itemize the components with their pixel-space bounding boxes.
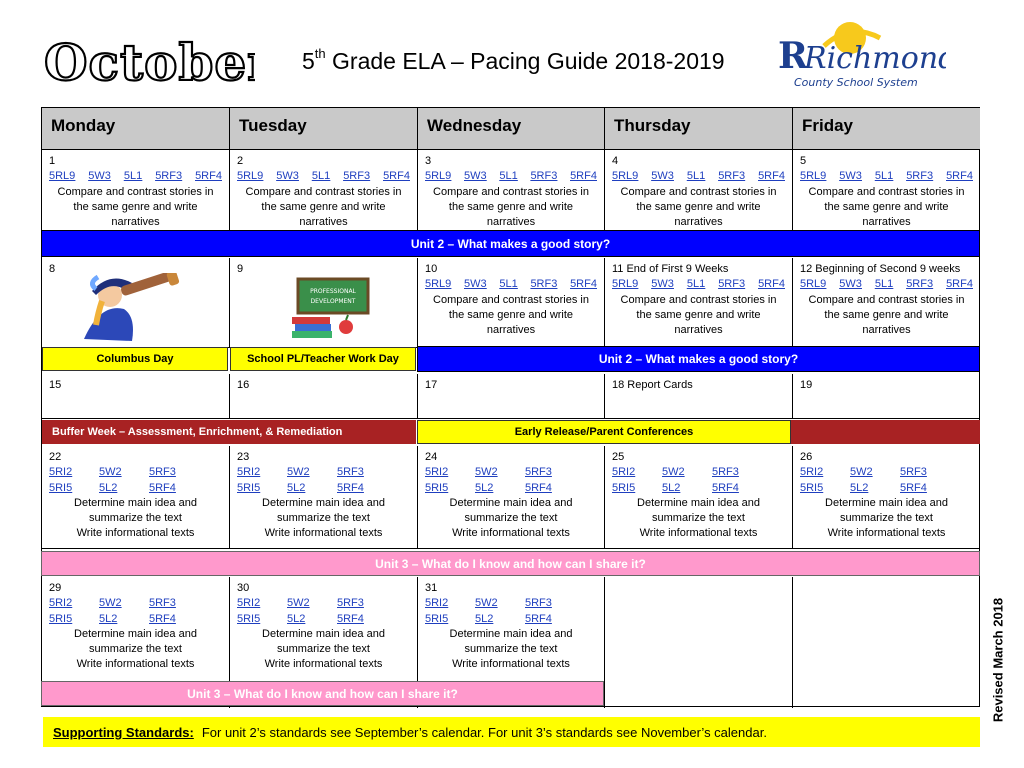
standard-link[interactable]: 5L2: [475, 481, 494, 494]
revised-note: [986, 590, 1010, 730]
standard-link[interactable]: 5RF3: [712, 466, 739, 479]
standards-list: [425, 596, 597, 611]
standard-link[interactable]: 5RF3: [718, 170, 746, 183]
day-number: 22: [49, 451, 62, 463]
day-number: 9: [237, 263, 244, 275]
standard-link[interactable]: 5RF3: [155, 170, 183, 183]
standard-link[interactable]: 5W2: [99, 466, 122, 479]
buffer-week-band-friday: [791, 420, 980, 444]
standard-link[interactable]: 5RF3: [525, 466, 552, 479]
standard-link[interactable]: 5L2: [99, 612, 118, 625]
day-description: summarize the text: [89, 512, 182, 525]
standards-list: [425, 169, 597, 184]
day-number: 2: [237, 155, 244, 167]
day-description: Write informational texts: [827, 527, 946, 540]
header-thursday: Thursday: [605, 108, 793, 150]
day-cell-empty: [605, 577, 793, 708]
standard-link[interactable]: 5RF4: [525, 612, 552, 625]
day-cell-2: [230, 150, 418, 231]
day-number: 10: [425, 263, 438, 275]
day-number: 16: [237, 379, 250, 391]
standard-link[interactable]: 5RI5: [612, 481, 636, 494]
standard-link[interactable]: 5RI5: [237, 481, 261, 494]
standard-link[interactable]: 5RF4: [525, 481, 552, 494]
professional-development-clipart: [290, 277, 370, 341]
day-number: 15: [49, 379, 62, 391]
day-description: Determine main idea and: [825, 496, 948, 509]
standards-list: [800, 169, 973, 184]
standard-link[interactable]: 5RF4: [946, 278, 973, 291]
standards-list: [800, 277, 973, 292]
standard-link[interactable]: 5RL9: [237, 170, 264, 183]
day-description: summarize the text: [89, 643, 182, 656]
day-description: Write informational texts: [639, 527, 758, 540]
standards-list: [800, 465, 973, 480]
standards-list: [425, 465, 597, 480]
month-title: [40, 28, 255, 98]
standard-link[interactable]: 5RF3: [343, 170, 371, 183]
day-number: 31: [425, 582, 438, 594]
day-cell-4: [605, 150, 793, 231]
standard-link[interactable]: 5RL9: [612, 278, 639, 291]
standard-link[interactable]: 5RF4: [383, 170, 410, 183]
standards-list: [612, 277, 785, 292]
day-description: Write informational texts: [452, 527, 570, 540]
standard-link[interactable]: 5RI2: [49, 466, 73, 479]
standards-list: [237, 596, 410, 611]
standard-link[interactable]: 5RF4: [712, 481, 739, 494]
standards-list: [425, 612, 597, 627]
district-logo: [776, 18, 946, 94]
standard-link[interactable]: 5L2: [662, 481, 681, 494]
day-cell-16: [230, 374, 418, 419]
day-description: Determine main idea and: [262, 496, 385, 509]
standard-link[interactable]: 5L1: [874, 278, 894, 291]
header-monday: Monday: [42, 108, 230, 150]
standard-link[interactable]: 5RI2: [237, 597, 261, 610]
standard-link[interactable]: 5W3: [839, 278, 862, 291]
standard-link[interactable]: 5RI2: [237, 466, 261, 479]
day-cell-26: [793, 446, 980, 549]
calendar-grid: [41, 107, 980, 707]
day-number: 5: [800, 155, 807, 167]
standard-link[interactable]: 5RI5: [49, 481, 73, 494]
day-number: 4: [612, 155, 619, 167]
standard-link[interactable]: 5RF4: [149, 612, 176, 625]
standard-link[interactable]: 5W2: [475, 466, 498, 479]
day-number: 23: [237, 451, 250, 463]
day-cell-18: [605, 374, 793, 419]
standard-link[interactable]: 5RL9: [425, 278, 452, 291]
standard-link[interactable]: 5RI2: [612, 466, 636, 479]
svg-text:R: R: [778, 35, 808, 77]
day-description: summarize the text: [464, 512, 558, 525]
svg-text:County School System: County School System: [794, 76, 918, 89]
standard-link[interactable]: 5L1: [499, 278, 518, 291]
standard-link[interactable]: 5L1: [874, 170, 894, 183]
standards-list: [237, 612, 410, 627]
unit3-band-week5: Unit 3 – What do I know and how can I share it?: [41, 681, 604, 706]
svg-text:October: October: [44, 33, 255, 92]
day-cell-12: [793, 258, 980, 348]
standard-link[interactable]: 5W3: [651, 278, 674, 291]
standards-list: [49, 612, 222, 627]
day-number: 1: [49, 155, 56, 167]
day-description: Compare and contrast stories in the same genre and write narratives: [808, 185, 965, 229]
standard-link[interactable]: 5RL9: [425, 170, 452, 183]
standard-link[interactable]: 5RF3: [906, 170, 934, 183]
standard-link[interactable]: 5RF3: [337, 597, 364, 610]
standards-list: [49, 481, 222, 496]
day-cell-23: [230, 446, 418, 549]
day-number: 26: [800, 451, 813, 463]
standard-link[interactable]: 5W2: [99, 597, 122, 610]
page-title: 5th Grade ELA – Pacing Guide 2018-2019: [302, 46, 725, 74]
supporting-standards-text: For unit 2’s standards see September’s calendar. For unit 3’s standards see November’s calendar.: [201, 724, 767, 740]
standard-link[interactable]: 5RI5: [49, 612, 73, 625]
standard-link[interactable]: 5L2: [850, 481, 869, 494]
day-number: 11 End of First 9 Weeks: [612, 263, 729, 275]
day-number: 8: [49, 263, 56, 275]
standard-link[interactable]: 5RF3: [530, 278, 558, 291]
standard-link[interactable]: 5L2: [475, 612, 494, 625]
day-description: Determine main idea and: [74, 496, 197, 509]
standard-link[interactable]: 5RF4: [149, 481, 176, 494]
standard-link[interactable]: 5RF4: [900, 481, 927, 494]
standards-list: [612, 481, 785, 496]
day-description: Write informational texts: [264, 527, 383, 540]
day-description: Determine main idea and: [262, 627, 385, 640]
standards-list: [612, 169, 785, 184]
day-description: Determine main idea and: [637, 496, 760, 509]
header-tuesday: Tuesday: [230, 108, 418, 150]
day-cell-22: [42, 446, 230, 549]
standard-link[interactable]: 5RF3: [525, 597, 552, 610]
supporting-standards-bar: [43, 717, 980, 747]
columbus-day-band: Columbus Day: [42, 347, 228, 371]
day-cell-5: [793, 150, 980, 231]
standard-link[interactable]: 5RF3: [900, 466, 927, 479]
standard-link[interactable]: 5L1: [123, 170, 143, 183]
day-number: 3: [425, 155, 432, 167]
standard-link[interactable]: 5RI2: [425, 466, 449, 479]
standard-link[interactable]: 5W3: [839, 170, 862, 183]
day-description: summarize the text: [277, 512, 370, 525]
standard-link[interactable]: 5L1: [686, 278, 706, 291]
day-cell-25: [605, 446, 793, 549]
day-description: Determine main idea and: [74, 627, 197, 640]
day-description: summarize the text: [840, 512, 933, 525]
standard-link[interactable]: 5W2: [475, 597, 498, 610]
standard-link[interactable]: 5W3: [651, 170, 674, 183]
early-release-band: Early Release/Parent Conferences: [417, 420, 791, 444]
standards-list: [49, 169, 222, 184]
day-description: Write informational texts: [264, 658, 383, 671]
standards-list: [237, 465, 410, 480]
buffer-week-band: Buffer Week – Assessment, Enrichment, & Remediation: [42, 420, 416, 444]
day-cell-10: [418, 258, 605, 348]
standard-link[interactable]: 5W2: [850, 466, 873, 479]
standard-link[interactable]: 5L2: [287, 612, 306, 625]
standard-link[interactable]: 5L1: [311, 170, 331, 183]
columbus-clipart: [76, 273, 186, 343]
standard-link[interactable]: 5RI2: [425, 597, 449, 610]
standard-link[interactable]: 5RF4: [337, 612, 364, 625]
header-friday: Friday: [793, 108, 980, 150]
standard-link[interactable]: 5RI2: [800, 466, 824, 479]
standard-link[interactable]: 5W2: [287, 466, 310, 479]
supporting-standards-label: Supporting Standards:: [53, 724, 194, 740]
unit2-band-week2: Unit 2 – What makes a good story?: [417, 346, 980, 372]
svg-text:Richmond: Richmond: [804, 41, 946, 76]
standards-list: [425, 277, 597, 292]
svg-text:PROFESSIONAL: PROFESSIONAL: [310, 288, 356, 295]
day-description: Compare and contrast stories in the same genre and write narratives: [620, 293, 777, 337]
day-number: 29: [49, 582, 62, 594]
day-description: summarize the text: [464, 643, 558, 656]
standard-link[interactable]: 5RF4: [337, 481, 364, 494]
day-description: Determine main idea and: [449, 496, 573, 509]
standard-link[interactable]: 5RF4: [758, 170, 785, 183]
day-number: 24: [425, 451, 438, 463]
standard-link[interactable]: 5RF3: [530, 170, 558, 183]
day-description: summarize the text: [277, 643, 370, 656]
standard-link[interactable]: 5L1: [499, 170, 518, 183]
day-number: 12 Beginning of Second 9 weeks: [800, 263, 961, 275]
day-cell-3: [418, 150, 605, 231]
standard-link[interactable]: 5RI5: [237, 612, 261, 625]
standard-link[interactable]: 5RF3: [149, 597, 176, 610]
day-description: Write informational texts: [76, 658, 195, 671]
standard-link[interactable]: 5L1: [686, 170, 706, 183]
day-description: Determine main idea and: [449, 627, 573, 640]
standard-link[interactable]: 5RI5: [800, 481, 824, 494]
unit2-band: Unit 2 – What makes a good story?: [41, 230, 980, 257]
standard-link[interactable]: 5RI5: [425, 481, 449, 494]
standards-list: [49, 596, 222, 611]
day-description: Compare and contrast stories in the same genre and write narratives: [57, 185, 214, 229]
day-description: summarize the text: [652, 512, 745, 525]
standards-list: [612, 465, 785, 480]
day-cell-15: [42, 374, 230, 419]
standard-link[interactable]: 5RF4: [570, 170, 597, 183]
standards-list: [49, 465, 222, 480]
standard-link[interactable]: 5W2: [662, 466, 685, 479]
standard-link[interactable]: 5L2: [287, 481, 306, 494]
standard-link[interactable]: 5RF4: [946, 170, 973, 183]
day-number: 17: [425, 379, 438, 391]
standard-link[interactable]: 5RF3: [906, 278, 934, 291]
standard-link[interactable]: 5RF4: [758, 278, 785, 291]
standard-link[interactable]: 5RF3: [149, 466, 176, 479]
standards-list: [425, 481, 597, 496]
standards-list: [237, 169, 410, 184]
day-cell-24: [418, 446, 605, 549]
standards-list: [237, 481, 410, 496]
standard-link[interactable]: 5RF4: [195, 170, 222, 183]
standard-link[interactable]: 5W3: [88, 170, 111, 183]
day-cell-11: [605, 258, 793, 348]
revised-text: Revised March 2018: [990, 597, 1006, 723]
day-number: 25: [612, 451, 625, 463]
day-description: Compare and contrast stories in the same genre and write narratives: [620, 185, 777, 229]
standard-link[interactable]: 5RL9: [800, 278, 827, 291]
standard-link[interactable]: 5RI2: [49, 597, 73, 610]
header-wednesday: Wednesday: [418, 108, 605, 150]
standard-link[interactable]: 5L2: [99, 481, 118, 494]
day-description: Compare and contrast stories in the same genre and write narratives: [808, 293, 965, 337]
standard-link[interactable]: 5RF3: [718, 278, 746, 291]
day-number: 19: [800, 379, 813, 391]
day-number: 18 Report Cards: [612, 379, 693, 391]
day-description: Write informational texts: [452, 658, 570, 671]
day-cell-17: [418, 374, 605, 419]
standard-link[interactable]: 5RF3: [337, 466, 364, 479]
svg-text:DEVELOPMENT: DEVELOPMENT: [310, 298, 356, 305]
standard-link[interactable]: 5W3: [464, 170, 487, 183]
day-cell-1: [42, 150, 230, 231]
day-description: Compare and contrast stories in the same genre and write narratives: [433, 293, 589, 337]
day-description: Write informational texts: [76, 527, 195, 540]
standard-link[interactable]: 5W2: [287, 597, 310, 610]
standard-link[interactable]: 5RL9: [49, 170, 76, 183]
standard-link[interactable]: 5W3: [276, 170, 299, 183]
school-pl-band: School PL/Teacher Work Day: [230, 347, 416, 371]
day-cell-19: [793, 374, 980, 419]
day-description: Compare and contrast stories in the same genre and write narratives: [245, 185, 402, 229]
standard-link[interactable]: 5RL9: [612, 170, 639, 183]
standards-list: [800, 481, 973, 496]
standard-link[interactable]: 5RF4: [570, 278, 597, 291]
standard-link[interactable]: 5RL9: [800, 170, 827, 183]
day-number: 30: [237, 582, 250, 594]
standard-link[interactable]: 5W3: [464, 278, 487, 291]
standard-link[interactable]: 5RI5: [425, 612, 449, 625]
day-description: Compare and contrast stories in the same genre and write narratives: [433, 185, 589, 229]
unit3-band: Unit 3 – What do I know and how can I share it?: [41, 551, 980, 576]
